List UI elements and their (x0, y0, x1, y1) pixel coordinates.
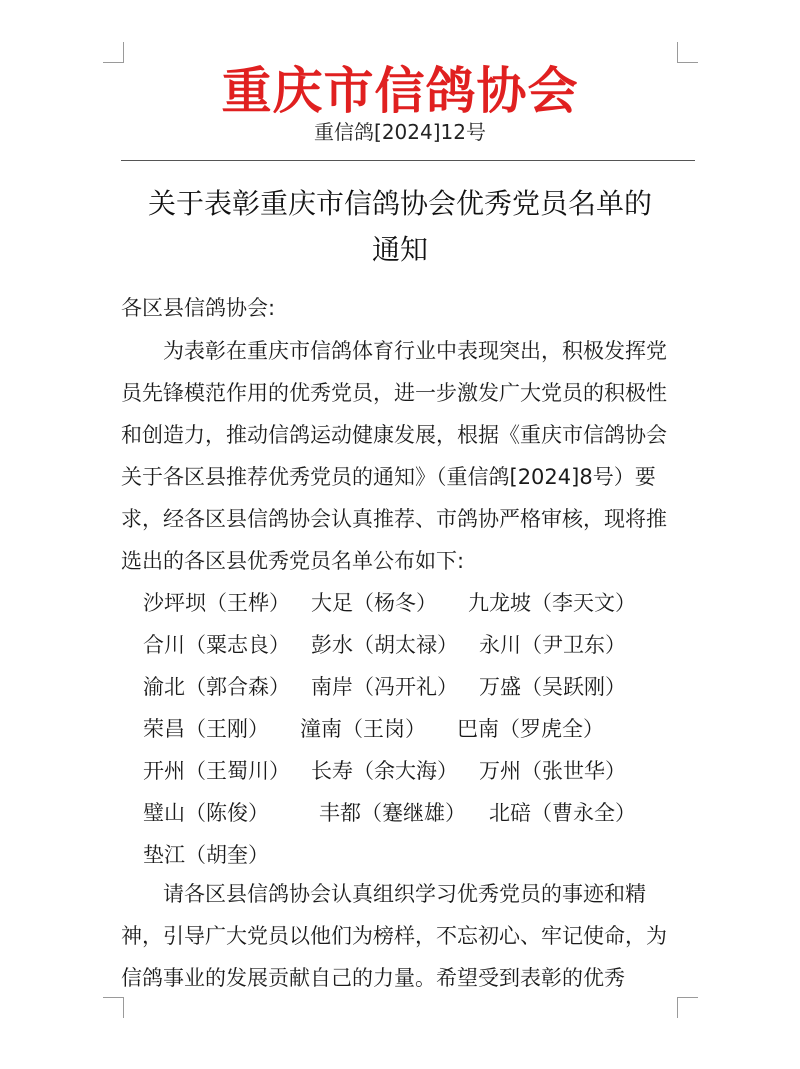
crop-mark-bottom-left (103, 997, 124, 1018)
honoree-entry: 开州（王蜀川） (143, 759, 290, 783)
organization-title: 重庆市信鸽协会 (221, 62, 579, 120)
notice-title (110, 181, 690, 273)
honoree-entry: 南岸（冯开礼） (311, 675, 458, 699)
honoree-entry: 丰都（蹇继雄） (319, 801, 466, 825)
paragraph-closing: 请各区县信鸽协会认真组织学习优秀党员的事迹和精神，引导广大党员以他们为榜样，不忘初心、牢记使命，为信鸽事业的发展贡献自己的力量。希望受到表彰的优秀 (121, 882, 667, 990)
honoree-entry: 九龙坡（李天文） (468, 591, 636, 615)
honoree-row (143, 708, 683, 750)
honoree-row (143, 792, 683, 834)
honoree-entry: 长寿（余大海） (311, 759, 458, 783)
document-number: 重信鸽[2024]12号 (314, 120, 486, 144)
honoree-entry: 荣昌（王刚） (143, 717, 269, 741)
notice-title-line-2: 通知 (371, 233, 428, 266)
honoree-entry: 彭水（胡太禄） (311, 633, 458, 657)
honoree-list (143, 582, 683, 876)
salutation: 各区县信鸽协会: (121, 296, 276, 320)
honoree-entry: 潼南（王岗） (300, 717, 426, 741)
honoree-row (143, 750, 683, 792)
honoree-entry: 沙坪坝（王桦） (143, 591, 290, 615)
honoree-row (143, 624, 683, 666)
paragraph-intro: 为表彰在重庆市信鸽体育行业中表现突出，积极发挥党员先锋模范作用的优秀党员，进一步激发广大党员的积极性和创造力，推动信鸽运动健康发展，根据《重庆市信鸽协会关于各区县推荐优秀党员的通知》（重信鸽[2024]8号）要求，经各区县信鸽协会认真推荐、市鸽协严格审核，现将推选出的各区县优秀党员名单公布如下: (121, 339, 667, 573)
honoree-entry: 北碚（曹永全） (489, 801, 636, 825)
header-divider (121, 160, 695, 161)
honoree-row (143, 834, 683, 876)
honoree-entry: 渝北（郭合森） (143, 675, 290, 699)
honoree-entry: 璧山（陈俊） (143, 801, 269, 825)
honoree-entry: 万盛（吴跃刚） (479, 675, 626, 699)
honoree-row (143, 666, 683, 708)
honoree-entry: 巴南（罗虎全） (457, 717, 604, 741)
honoree-entry: 合川（粟志良） (143, 633, 290, 657)
honoree-entry: 永川（尹卫东） (479, 633, 626, 657)
crop-mark-bottom-right (677, 997, 698, 1018)
honoree-entry: 大足（杨冬） (311, 591, 437, 615)
notice-title-line-1: 关于表彰重庆市信鸽协会优秀党员名单的 (147, 187, 652, 220)
honoree-entry: 垫江（胡奎） (143, 843, 269, 867)
honoree-row (143, 582, 683, 624)
honoree-entry: 万州（张世华） (479, 759, 626, 783)
